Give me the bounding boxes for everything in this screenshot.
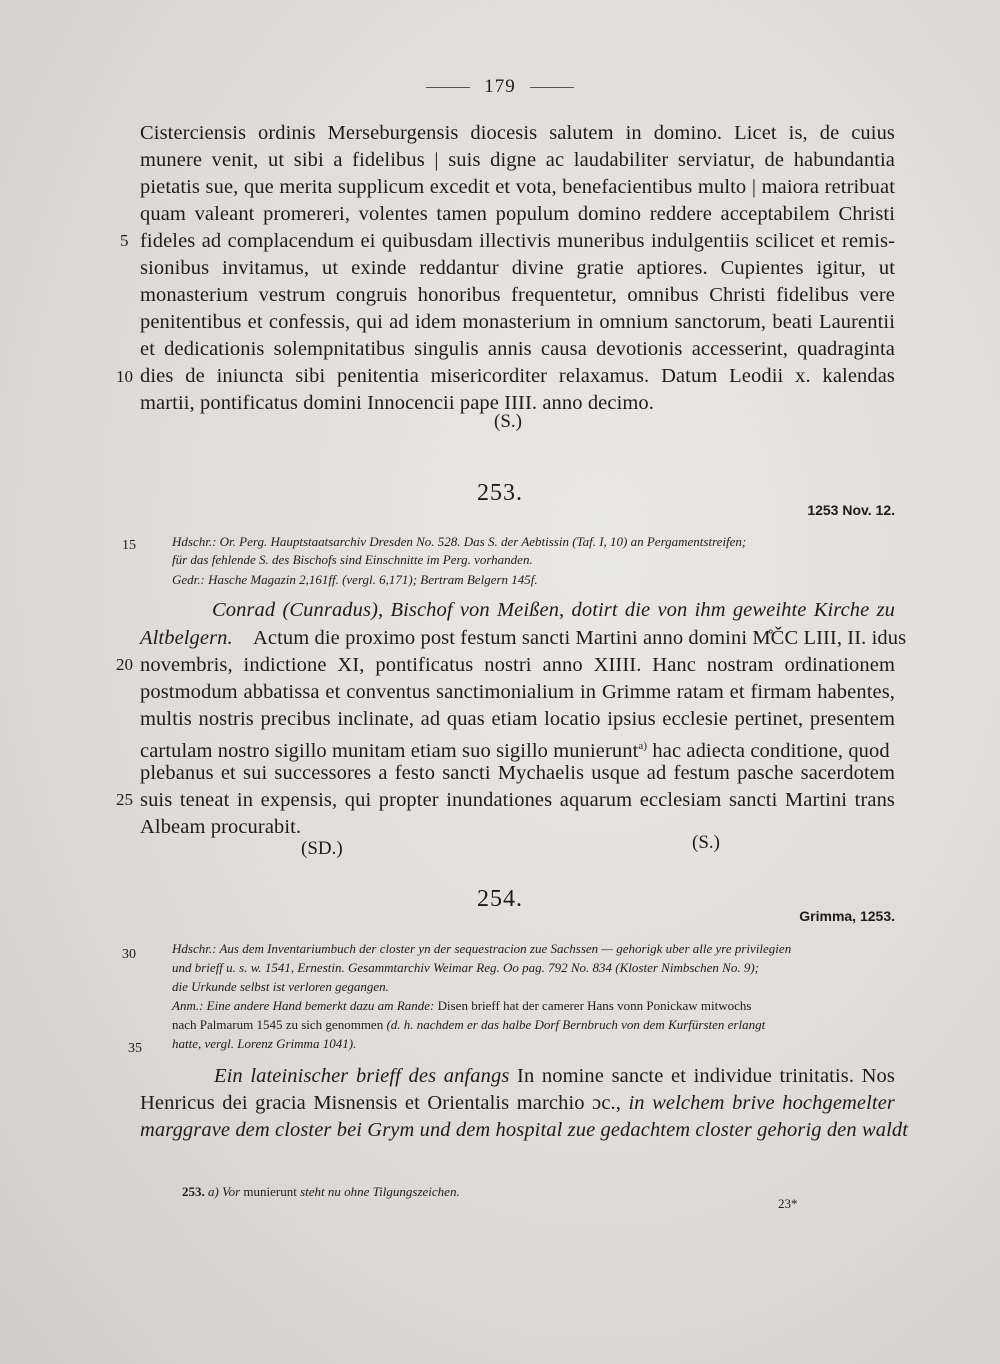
seal-mark: (S.) [692, 832, 720, 853]
text-line: postmodum abbatissa et conventus sanctimonialium in Grimme ratam et firmam habentes, [140, 681, 895, 703]
apparatus-line [172, 997, 896, 1015]
apparatus-label: Hdschr.: [172, 534, 217, 549]
apparatus-line [172, 533, 896, 551]
text-line: quam valeant promereri, volentes tamen populum domino reddere acceptabilem Christi [140, 203, 895, 225]
annotation-text: Eine andere Hand bemerkt dazu am Rande: [206, 998, 435, 1013]
seal-mark: (SD.) [301, 838, 343, 859]
footnote-text: Vor [222, 1184, 241, 1199]
apparatus-line: die Urkunde selbst ist verloren gegangen. [172, 979, 389, 994]
footnote-mark: a) [208, 1184, 219, 1199]
line-number: 10 [116, 367, 133, 386]
footnote-text: steht nu ohne Tilgungszeichen. [300, 1184, 460, 1199]
text-span: hac adiecta conditione, quod [647, 739, 890, 762]
seal-mark: (S.) [494, 411, 522, 432]
text-line: Albeam procurabit. [140, 816, 302, 838]
annotation-label: Anm.: [172, 998, 204, 1013]
line-number: 30 [122, 947, 136, 962]
annotation-quote: nach Palmarum 1545 zu sich genommen [172, 1017, 384, 1032]
text-line: munere venit, ut sibi a fidelibus | suis digne ac laudabiliter serviatur, de habundantia [140, 149, 895, 171]
text-line: plebanus et sui successores a festo sancti Mychaelis usque ad festum pasche sacerdotem [140, 762, 895, 784]
text-line: Actum die proximo post festum sancti Martini anno domini M̊ČC LIII, II. idus [253, 627, 907, 649]
apparatus-line [172, 571, 896, 589]
text-span: in welchem brive hochgemelter [628, 1092, 895, 1114]
text-line: marggrave dem closter bei Grym und dem hospital zue gedachtem closter gehorig den waldt [140, 1119, 909, 1141]
apparatus-label: Hdschr.: [172, 941, 217, 956]
apparatus-label: Gedr.: [172, 572, 205, 587]
apparatus-text: Or. Perg. Hauptstaatsarchiv Dresden No. 528. Das S. der Aebtissin (Taf. I, 10) an Pergamentstreifen; [219, 534, 747, 549]
document-number: 253. [477, 480, 523, 506]
text-span: Ein lateinischer brieff des anfangs [214, 1065, 510, 1087]
annotation-text: (d. h. nachdem er das halbe Dorf Bernbruch von dem Kurfürsten erlangt [386, 1017, 766, 1032]
line-number: 20 [116, 655, 133, 674]
text-span: In nomine sancte et individue trinitatis. Nos [517, 1065, 895, 1087]
document-number: 254. [477, 886, 523, 912]
footnote [182, 1184, 460, 1200]
text-line: penitentibus et confessis, qui ad idem monasterium in omnium sanctorum, beati Laurentii [140, 311, 895, 333]
footnote-number: 253. [182, 1184, 205, 1199]
signature-mark: 23* [778, 1196, 798, 1211]
regest-line: Altbelgern. [140, 627, 233, 649]
text-line: suis teneat in expensis, qui propter inundationes aquarum ecclesiam sancti Martini trans [140, 789, 895, 811]
apparatus-line [172, 1016, 896, 1034]
line-number: 5 [120, 231, 129, 250]
apparatus-line [172, 551, 896, 569]
apparatus-line [172, 940, 896, 958]
apparatus-text: für das fehlende S. des Bischofs sind Einschnitte im Perg. vorhanden. [172, 552, 533, 567]
text-line: fideles ad complacendum ei quibusdam illectivis muneribus indulgentiis scilicet et remis- [140, 230, 895, 252]
text-line [214, 1063, 895, 1089]
page-number [0, 76, 1000, 98]
text-line: multis nostris precibus inclinate, ad quas etiam locatio ipsius ecclesie pertinet, presentem [140, 708, 895, 730]
header-rule-left [426, 87, 470, 88]
footnote-mark: a) [638, 740, 648, 752]
text-line: monasterium vestrum congruis honoribus frequentetur, omnibus Christi fidelibus vere [140, 284, 895, 306]
text-line: pietatis sue, que merita supplicum excedit et vota, benefacientibus multo | maiora retribuat [140, 176, 895, 198]
line-number: 15 [122, 538, 136, 553]
text-line: novembris, indictione XI, pontificatus nostri anno XIIII. Hanc nostram ordinationem [140, 654, 895, 676]
line-number: 35 [128, 1041, 142, 1056]
footnote-text: munierunt [243, 1184, 297, 1199]
header-rule-right [530, 87, 574, 88]
text-span: Henricus dei gracia Misnensis et Orientalis marchio ɔc., [140, 1092, 621, 1114]
text-line: martii, pontificatus domini Innocencii pape IIII. anno decimo. [140, 392, 654, 414]
apparatus-line: hatte, vergl. Lorenz Grimma 1041). [172, 1036, 357, 1051]
document-date: 1253 Nov. 12. [807, 502, 895, 518]
document-date: Grimma, 1253. [799, 908, 895, 924]
apparatus-text: Hasche Magazin 2,161ff. (vergl. 6,171); Bertram Belgern 145f. [208, 572, 538, 587]
apparatus-line: und brieff u. s. w. 1541, Ernestin. Gesammtarchiv Weimar Reg. Oo pag. 792 No. 834 (Kloster Nimbschen No. 9); [172, 960, 760, 975]
annotation-quote: Disen brieff hat der camerer Hans vonn Ponickaw mitwochs [437, 998, 752, 1013]
page-number-text: 179 [484, 76, 516, 97]
apparatus-text: Aus dem Inventariumbuch der closter yn der sequestracion zue Sachssen — gehorigk uber alle yre privilegien [219, 941, 792, 956]
text-line [140, 1090, 895, 1116]
text-line: sionibus invitamus, ut exinde reddantur divine gratie aptiores. Cupientes igitur, ut [140, 257, 895, 279]
text-line: dies de iniuncta sibi penitentia misericorditer relaxamus. Datum Leodii x. kalendas [140, 365, 895, 387]
text-span: cartulam nostro sigillo munitam etiam suo sigillo munierunt [140, 739, 639, 762]
line-number: 25 [116, 790, 133, 809]
text-line: et dedicationis solempnitatibus singulis annis causa devotionis accesserint, quadraginta [140, 338, 895, 360]
regest-line: Conrad (Cunradus), Bischof von Meißen, dotirt die von ihm geweihte Kirche zu [212, 599, 895, 621]
text-line: Cisterciensis ordinis Merseburgensis diocesis salutem in domino. Licet is, de cuius [140, 122, 895, 144]
